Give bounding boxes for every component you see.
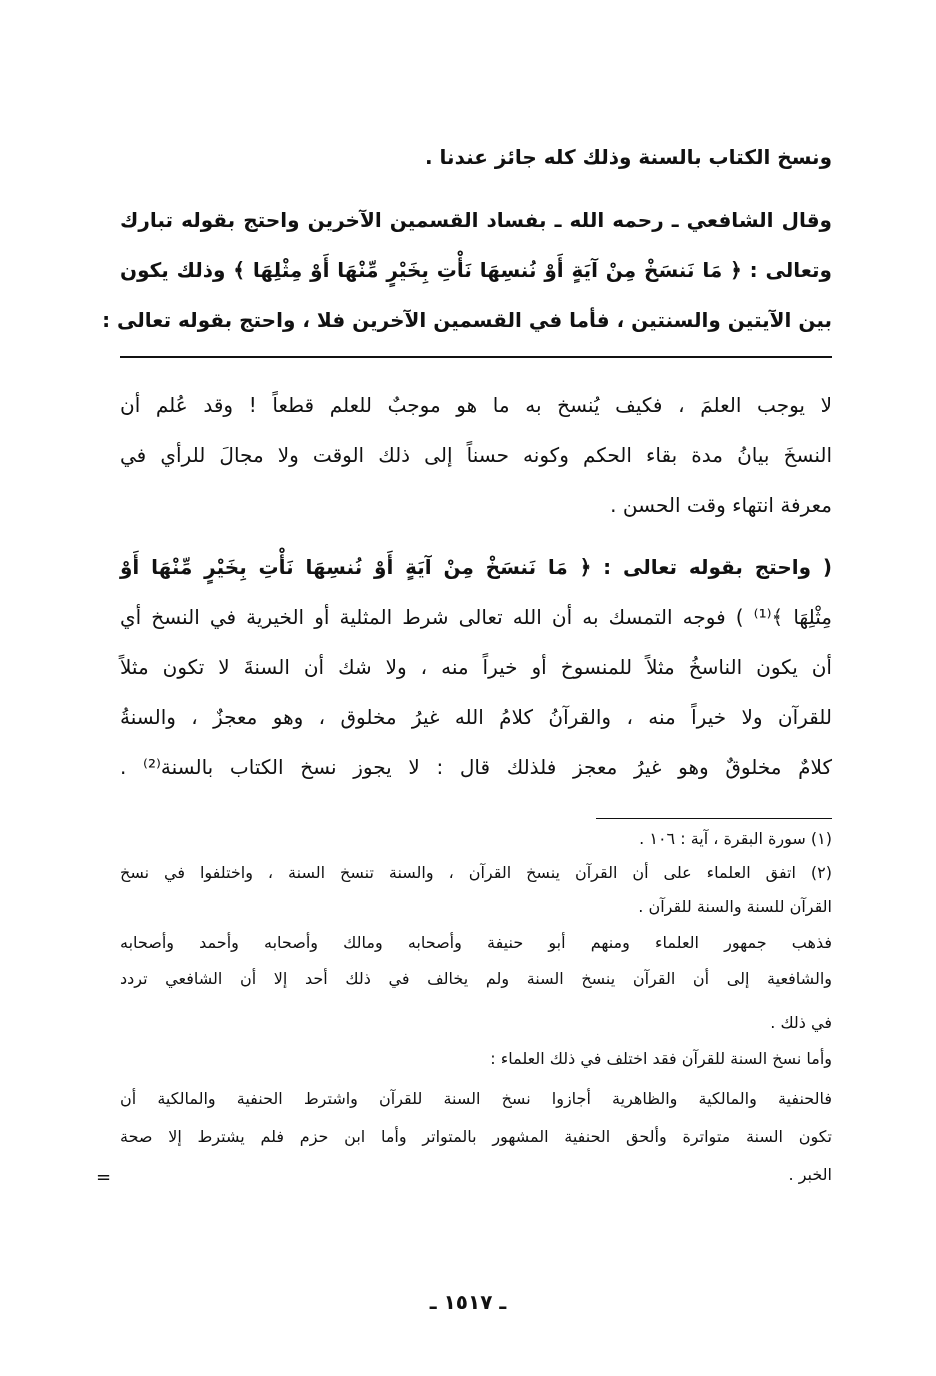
- footnote-line: القرآن للسنة والسنة للقرآن .: [638, 897, 832, 916]
- footnote-line: تكون السنة متواترة وألحق الحنفية المشهور بالمتواتر وأما ابن حزم فلم يشترط إلا صحة: [120, 1127, 832, 1146]
- matn-line: وقال الشافعي ـ رحمه الله ـ بفساد القسمين الآخرين واحتج بقوله تبارك: [120, 208, 832, 232]
- sharh-line: لا يوجب العلمَ ، فكيف يُنسخ به ما هو موجبٌ للعلم قطعاً ! وقد عُلم أن: [120, 393, 832, 417]
- footnote-line: والشافعية إلى أن القرآن ينسخ السنة ولم يخالف في ذلك أحد إلا أن الشافعي تردد: [120, 969, 832, 988]
- sharh-line: ( واحتج بقوله تعالى : ﴿ مَا نَنسَخْ مِنْ آيَةٍ أَوْ نُنسِهَا نَأْتِ بِخَيْرٍ مِّنْهَا أَوْ: [120, 555, 832, 579]
- footnote-line: فذهب جمهور العلماء ومنهم أبو حنيفة وأصحابه ومالك وأصحابه وأحمد وأصحابه: [120, 933, 832, 952]
- sharh-line: للقرآن ولا خيراً منه ، والقرآنُ كلامُ الله غيرُ مخلوق ، وهو معجزٌ ، والسنةُ: [120, 705, 832, 729]
- matn-separator-rule: [120, 356, 832, 358]
- sharh-line: كلامٌ مخلوقٌ وهو غيرُ معجز فلذلك قال : لا يجوز نسخ الكتاب بالسنة⁽²⁾ .: [120, 755, 832, 779]
- sharh-line: معرفة انتهاء وقت الحسن .: [610, 493, 832, 517]
- footnote-line: فالحنفية والمالكية والظاهرية أجازوا نسخ السنة للقرآن واشترط الحنفية والمالكية أن: [120, 1089, 832, 1108]
- sharh-line: مِثْلِهَا ﴾⁽¹⁾ ) فوجه التمسك به أن الله تعالى شرط المثلية أو الخيرية في النسخ أي: [120, 605, 833, 629]
- matn-line: بين الآيتين والسنتين ، فأما في القسمين الآخرين فلا ، واحتج بقوله تعالى :: [102, 308, 832, 332]
- footnote-line: وأما نسخ السنة للقرآن فقد اختلف في ذلك العلماء :: [490, 1049, 832, 1068]
- footnote-separator-rule: [596, 818, 832, 819]
- sharh-line: أن يكون الناسخُ مثلاً للمنسوخ أو خيراً منه ، ولا شك أن السنةَ لا تكون مثلاً: [120, 655, 832, 679]
- continuation-mark: =: [96, 1167, 112, 1188]
- sharh-line: النسخَ بيانُ مدة بقاء الحكم وكونه حسناً إلى ذلك الوقت ولا مجالَ للرأي في: [120, 443, 832, 467]
- matn-line: ونسخ الكتاب بالسنة وذلك كله جائز عندنا .: [424, 145, 832, 169]
- matn-line: وتعالى : ﴿ مَا نَنسَخْ مِنْ آيَةٍ أَوْ نُنسِهَا نَأْتِ بِخَيْرٍ مِّنْهَا أَوْ مِثْلِهَا ﴾ وذلك يكون: [120, 258, 832, 282]
- page-number: ـ ١٥١٧ ـ: [429, 1290, 507, 1314]
- footnote-line: الخبر .: [788, 1165, 832, 1184]
- footnote-1: (١) سورة البقرة ، آية : ١٠٦ .: [639, 829, 832, 848]
- footnote-line: في ذلك .: [770, 1013, 832, 1032]
- footnote-2: (٢) اتفق العلماء على أن القرآن ينسخ القرآن ، والسنة تنسخ السنة ، واختلفوا في نسخ: [120, 863, 832, 882]
